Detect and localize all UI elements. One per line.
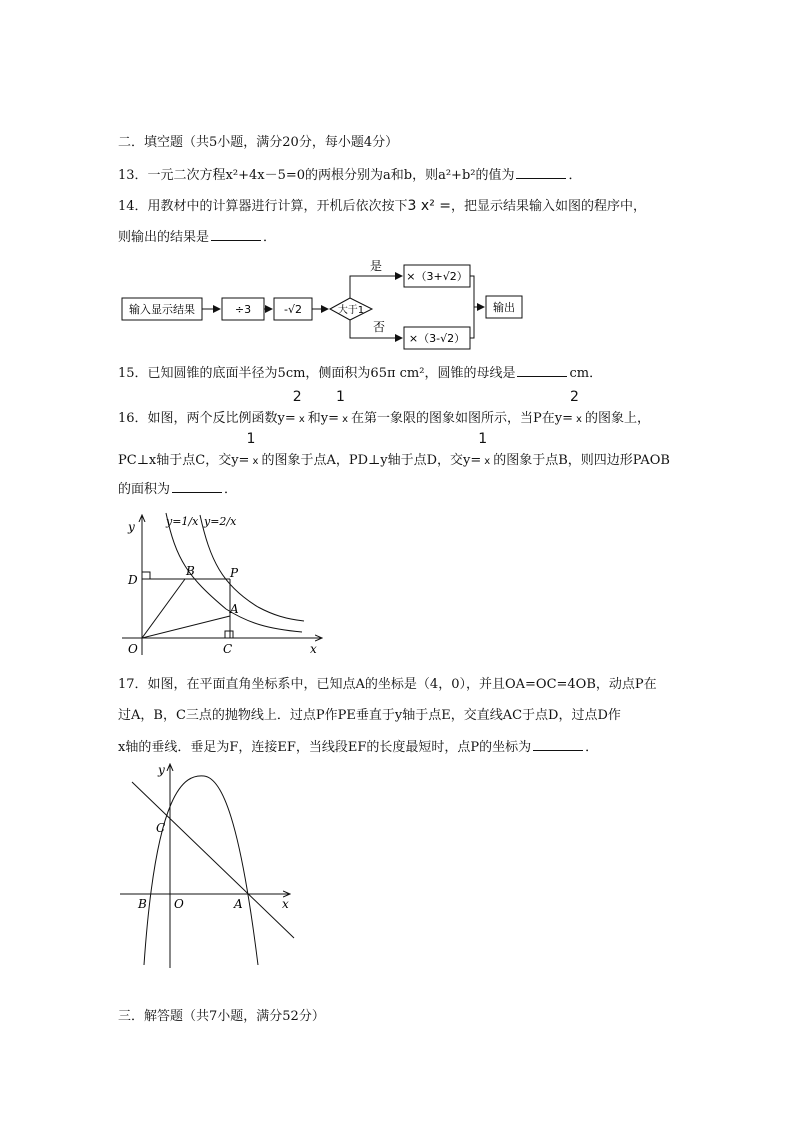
frac-1-over-x: 1 x: [336, 389, 348, 425]
q16-label-P: P: [230, 566, 239, 580]
q13-answer-blank[interactable]: [516, 166, 566, 179]
section-2-heading: 二．填空题（共5小题，满分20分，每小题4分）: [118, 135, 399, 150]
question-17-line-1: 17．如图，在平面直角坐标系中，已知点A的坐标是（4，0），并且OA=OC=4OB，动点P在: [118, 677, 657, 692]
question-16-line-2: [118, 431, 670, 470]
flow-no-label: 否: [372, 320, 386, 334]
flow-decision-label: 大于1: [337, 305, 365, 316]
question-16-line-1: [118, 389, 651, 428]
flow-div-label: ÷3: [234, 303, 252, 316]
frac-1-over-x-c: 1 x: [478, 431, 491, 467]
flow-mul-yes-label: ×（3+√2）: [406, 270, 468, 283]
q17-label-O: O: [174, 897, 184, 911]
q16-curve-2-over-x: [200, 515, 304, 621]
q16-l2b: 的图象于点A，PD⊥y轴于点D，交y=: [261, 453, 482, 468]
q17-end: ．: [585, 740, 599, 755]
q16-label-y: y: [128, 520, 135, 534]
q16-l1d: 的图象上，: [585, 411, 651, 426]
question-17-line-2: 过A，B，C三点的抛物线上．过点P作PE垂直于y轴于点E，交直线AC于点D，过点D作: [118, 708, 621, 723]
q14-line1b: ，把显示结果输入如图的程序中，: [450, 199, 646, 214]
q14-line2: 则输出的结果是: [118, 230, 210, 245]
flow-input-label: 输入显示结果: [129, 303, 195, 316]
frac-2-over-x-b: 2 x: [570, 389, 582, 425]
q16-l2c: 的图象于点B，则四边形PAOB: [493, 453, 670, 468]
frac-2-over-x: 2 x: [292, 389, 305, 425]
q16-l3: 的面积为: [118, 482, 171, 497]
question-16-line-3: [118, 480, 237, 499]
q16-answer-blank[interactable]: [172, 480, 222, 493]
q17-label-y: y: [158, 763, 165, 777]
q15-end: cm．: [569, 366, 603, 381]
q16-label-x: x: [310, 642, 317, 656]
section-3-heading: 三．解答题（共7小题，满分52分）: [118, 1009, 325, 1024]
q16-end: ．: [224, 482, 238, 497]
question-14-line-2: [118, 228, 276, 247]
q16-label-curve-2: y=2/x: [204, 515, 237, 528]
flow-output-label: 输出: [493, 301, 515, 314]
q16-label-curve-1: y=1/x: [166, 515, 199, 528]
frac-1-over-x-b: 1 x: [246, 431, 259, 467]
question-13: [118, 166, 582, 185]
question-15: [118, 364, 602, 383]
q17-label-B: B: [138, 897, 147, 911]
question-14-line-1: [118, 197, 646, 216]
flow-sub-label: -√2: [284, 303, 302, 316]
q17-graph: [118, 760, 303, 970]
flow-yes-label: 是: [369, 259, 383, 273]
q14-answer-blank[interactable]: [211, 228, 261, 241]
q16-label-B: B: [186, 564, 195, 578]
q15-answer-blank[interactable]: [517, 364, 567, 377]
q17-label-x: x: [282, 897, 289, 911]
q17-answer-blank[interactable]: [533, 738, 583, 751]
q16-label-D: D: [128, 573, 138, 587]
q16-label-C: C: [223, 642, 233, 656]
q14-keys: 3 x² =: [407, 198, 451, 214]
q14-flowchart: [118, 256, 538, 356]
q15-text: 15．已知圆锥的底面半径为5cm，侧面积为65π cm²，圆锥的母线是: [118, 366, 516, 381]
q13-text: 13．一元二次方程x²+4x－5=0的两根分别为a和b，则a²+b²的值为: [118, 168, 515, 183]
q17-l3: x轴的垂线．垂足为F，连接EF，当线段EF的长度最短时，点P的坐标为: [118, 740, 532, 755]
q16-graph: [118, 505, 333, 660]
question-17-line-3: [118, 738, 598, 757]
q16-l1b: 和y=: [307, 411, 340, 426]
q16-label-A: A: [230, 602, 239, 616]
q13-end: ．: [568, 168, 582, 183]
q16-l2a: PC⊥x轴于点C，交y=: [118, 453, 250, 468]
q17-label-C: C: [156, 821, 166, 835]
q16-label-O: O: [128, 642, 138, 656]
q14-line1a: 14．用教材中的计算器进行计算，开机后依次按下: [118, 199, 408, 214]
flow-mul-no-label: ×（3-√2）: [408, 332, 466, 345]
q14-end: ．: [263, 230, 277, 245]
q16-l1c: 在第一象限的图象如图所示，当P在y=: [351, 411, 574, 426]
q16-l1a: 16．如图，两个反比例函数y=: [118, 411, 296, 426]
q17-label-A: A: [234, 897, 243, 911]
q17-parabola: [144, 776, 258, 965]
